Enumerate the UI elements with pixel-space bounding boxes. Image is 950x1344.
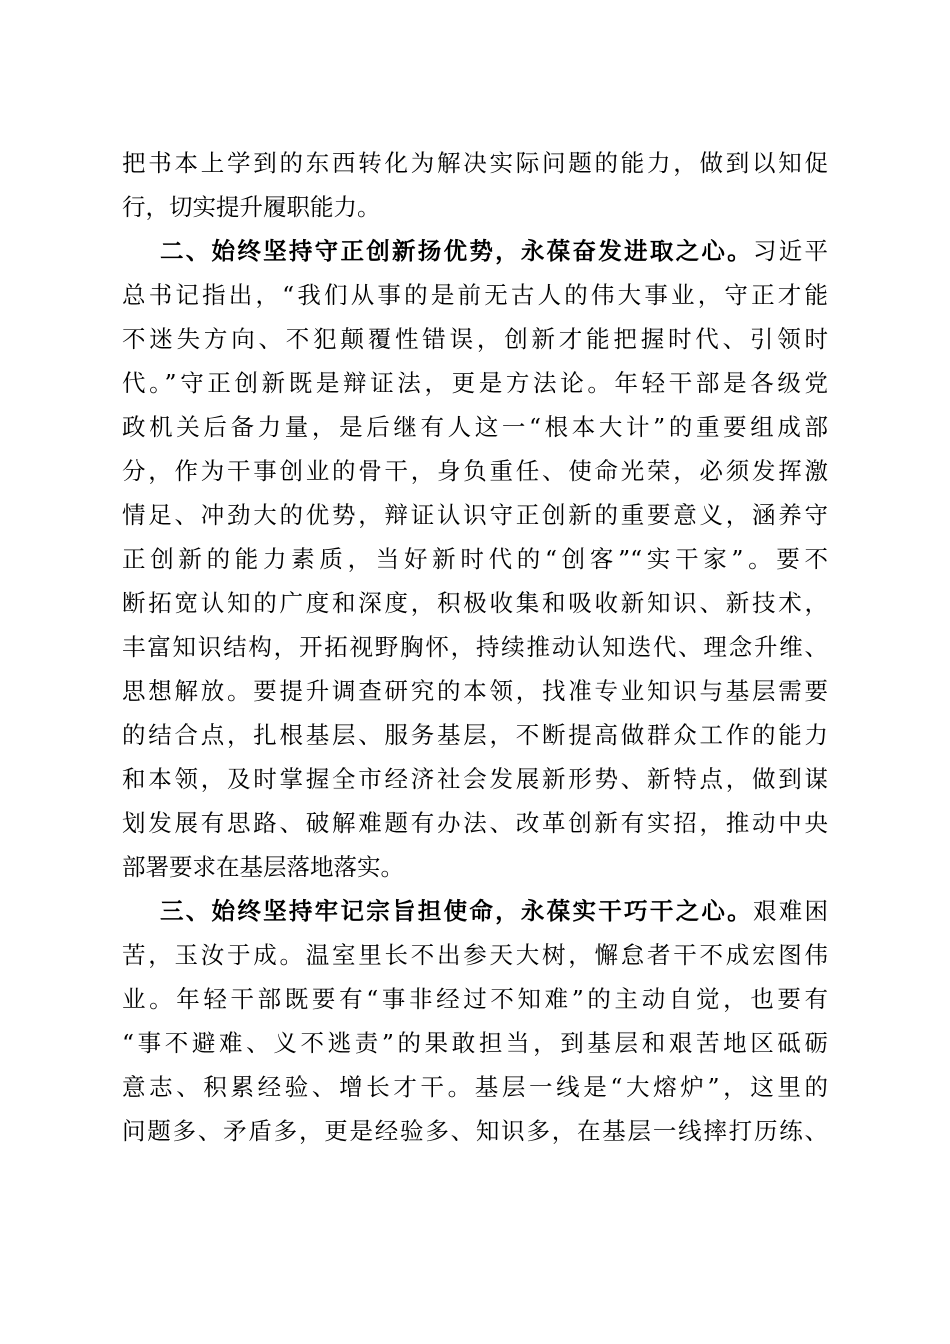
- body-line: 问题多、矛盾多，更是经验多、知识多，在基层一线摔打历练、: [122, 1117, 828, 1145]
- section-heading-2-text: 习近平: [752, 237, 829, 265]
- body-line: 的结合点，扎根基层、服务基层，不断提高做群众工作的能力: [122, 721, 828, 749]
- body-line: 正创新的能力素质，当好新时代的“创客”“实干家”。要不: [122, 545, 828, 573]
- body-line: 意志、积累经验、增长才干。基层一线是“大熔炉”，这里的: [122, 1073, 828, 1101]
- section-heading-2-title: 二、始终坚持守正创新扬优势，永葆奋发进取之心。: [160, 237, 753, 265]
- body-line: 分，作为干事创业的骨干，身负重任、使命光荣，必须发挥激: [122, 457, 828, 485]
- section-heading-3-title: 三、始终坚持牢记宗旨担使命，永葆实干巧干之心。: [160, 897, 753, 925]
- body-line: 断拓宽认知的广度和深度，积极收集和吸收新知识、新技术，: [122, 589, 828, 617]
- body-line: 部署要求在基层落地落实。: [122, 853, 404, 881]
- body-line: 代。”守正创新既是辩证法，更是方法论。年轻干部是各级党: [122, 369, 828, 397]
- body-line: 行，切实提升履职能力。: [122, 193, 381, 221]
- body-line: 思想解放。要提升调查研究的本领，找准专业知识与基层需要: [122, 677, 828, 705]
- body-line: “事不避难、义不逃责”的果敢担当，到基层和艰苦地区砥砺: [122, 1029, 828, 1057]
- section-heading-2: [160, 231, 828, 271]
- body-line: 把书本上学到的东西转化为解决实际问题的能力，做到以知促: [122, 149, 828, 177]
- body-line: 苦，玉汝于成。温室里长不出参天大树，懈怠者干不成宏图伟: [122, 941, 828, 969]
- body-line: 和本领，及时掌握全市经济社会发展新形势、新特点，做到谋: [122, 765, 828, 793]
- body-line: 总书记指出，“我们从事的是前无古人的伟大事业，守正才能: [122, 281, 828, 309]
- body-line: 情足、冲劲大的优势，辩证认识守正创新的重要意义，涵养守: [122, 501, 828, 529]
- body-line: 业。年轻干部既要有“事非经过不知难”的主动自觉，也要有: [122, 985, 828, 1013]
- body-line: 政机关后备力量，是后继有人这一“根本大计”的重要组成部: [122, 413, 828, 441]
- section-heading-3-text: 艰难困: [752, 897, 829, 925]
- body-line: 划发展有思路、破解难题有办法、改革创新有实招，推动中央: [122, 809, 828, 837]
- body-line: 丰富知识结构，开拓视野胸怀，持续推动认知迭代、理念升维、: [122, 633, 828, 661]
- section-heading-3: [160, 891, 828, 931]
- body-line: 不迷失方向、不犯颠覆性错误，创新才能把握时代、引领时: [122, 325, 828, 353]
